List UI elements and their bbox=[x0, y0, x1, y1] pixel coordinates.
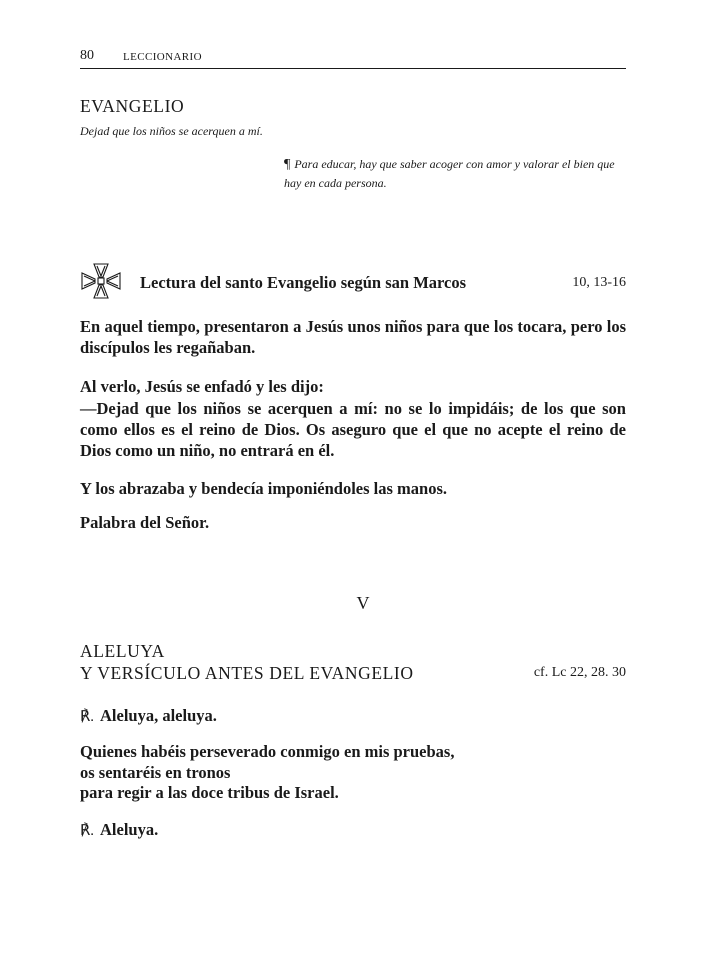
pilcrow-mark: ¶ bbox=[284, 157, 291, 172]
running-title: LECCIONARIO bbox=[123, 51, 202, 63]
pastoral-note bbox=[284, 155, 628, 192]
response-2 bbox=[80, 820, 158, 840]
alleluia-heading bbox=[80, 640, 414, 684]
verse-line: Quienes habéis perseverado conmigo en mis pruebas, bbox=[80, 742, 455, 761]
gospel-acclamation: Palabra del Señor. bbox=[80, 513, 210, 532]
gospel-paragraph-1: En aquel tiempo, presentaron a Jesús unos niños para que los tocara, pero los discípulos les regañaban. bbox=[80, 317, 626, 357]
pastoral-note-text: Para educar, hay que saber acoger con amor y valorar el bien que hay en cada persona. bbox=[284, 157, 615, 190]
gospel-paragraph-2: Al verlo, Jesús se enfadó y les dijo: bbox=[80, 377, 324, 396]
response-symbol: ℟. bbox=[80, 709, 95, 725]
reading-reference: 10, 13-16 bbox=[572, 275, 626, 290]
verse-line: os sentaréis en tronos bbox=[80, 762, 231, 782]
response-1 bbox=[80, 706, 217, 726]
cross-icon bbox=[80, 262, 122, 300]
alleluia-heading-line-2: Y VERSÍCULO ANTES DEL EVANGELIO bbox=[80, 663, 414, 683]
gospel-paragraph-4: Y los abrazaba y bendecía imponiéndoles las manos. bbox=[80, 479, 448, 498]
alleluia-verse bbox=[80, 742, 454, 804]
response-symbol: ℟. bbox=[80, 823, 95, 839]
reading-title: Lectura del santo Evangelio según san Marcos bbox=[140, 273, 467, 292]
gospel-paragraph-3: —Dejad que los niños se acerquen a mí: no se lo impidáis; de los que son como ellos es el reino de Dios. Os aseguro que el que no acepte el reino de Dios como un niño, no entrará en él. bbox=[80, 399, 626, 460]
gospel-antiphon: Dejad que los niños se acerquen a mí. bbox=[80, 124, 263, 138]
alleluia-heading-line-1: ALELUYA bbox=[80, 641, 165, 661]
running-header bbox=[80, 48, 626, 69]
response-1-text: Aleluya, aleluya. bbox=[100, 706, 217, 725]
gospel-heading: EVANGELIO bbox=[80, 96, 185, 116]
alleluia-reference: cf. Lc 22, 28. 30 bbox=[533, 665, 626, 680]
page-number: 80 bbox=[80, 48, 94, 63]
verse-line: para regir a las doce tribus de Israel. bbox=[80, 783, 339, 802]
section-numeral: V bbox=[356, 593, 370, 613]
response-2-text: Aleluya. bbox=[100, 820, 159, 839]
